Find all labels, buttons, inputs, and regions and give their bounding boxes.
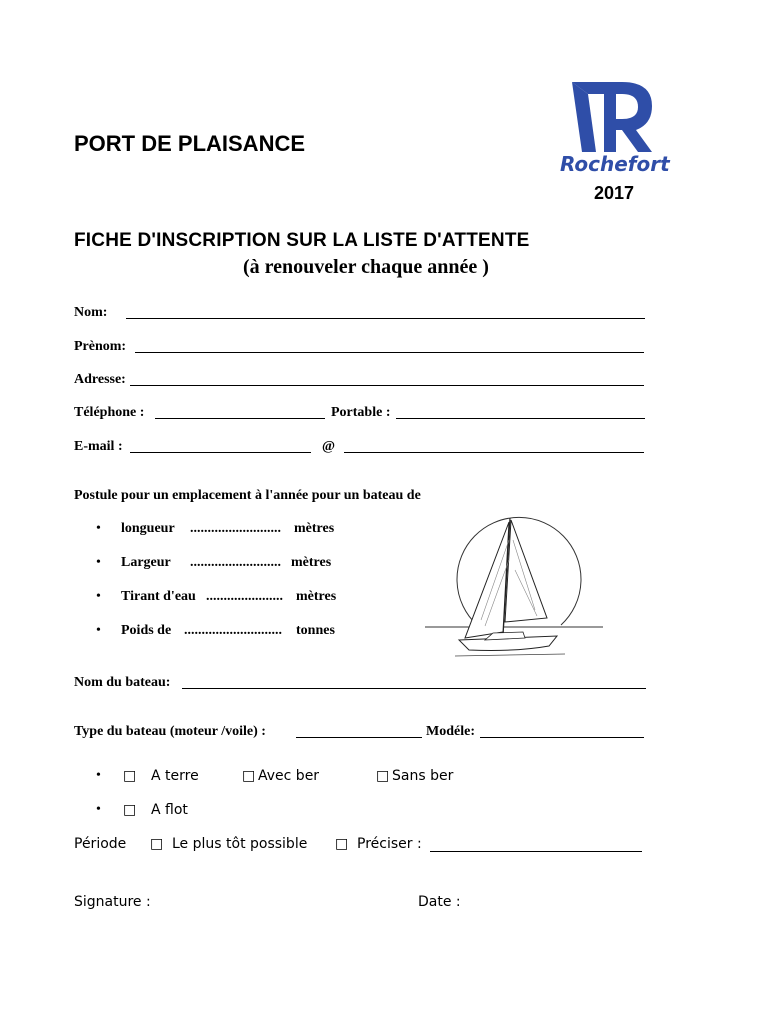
date-label: Date : <box>418 894 461 910</box>
a-terre-checkbox[interactable]: □ <box>123 768 137 784</box>
bullet-icon: • <box>96 555 101 570</box>
nom-label: Nom: <box>74 305 108 320</box>
boat-type-field[interactable] <box>296 737 422 738</box>
telephone-field[interactable] <box>155 418 325 419</box>
a-flot-label: A flot <box>151 802 188 818</box>
sans-ber-checkbox[interactable]: □ <box>376 768 390 784</box>
bullet-icon: • <box>96 623 101 638</box>
form-heading: FICHE D'INSCRIPTION SUR LA LISTE D'ATTENTE <box>74 230 530 251</box>
model-field[interactable] <box>480 737 644 738</box>
poids-label: Poids de <box>121 623 172 638</box>
sans-ber-label: Sans ber <box>392 768 454 784</box>
preciser-label: Préciser : <box>357 836 422 852</box>
logo-text: Rochefort <box>560 152 670 176</box>
longueur-field[interactable]: .......................... <box>190 521 281 536</box>
model-label: Modéle: <box>426 724 475 739</box>
sailboat-icon <box>425 500 605 660</box>
bullet-icon: • <box>96 589 101 604</box>
portable-field[interactable] <box>396 418 645 419</box>
email-domain-field[interactable] <box>344 452 644 453</box>
poids-field[interactable]: ............................ <box>184 623 282 638</box>
preciser-field[interactable] <box>430 851 642 852</box>
email-label: E-mail : <box>74 439 123 454</box>
bullet-icon: • <box>96 521 101 536</box>
sailboat-illustration <box>425 500 605 660</box>
tirant-unit: mètres <box>296 589 337 604</box>
nom-field[interactable] <box>126 318 645 319</box>
largeur-unit: mètres <box>291 555 332 570</box>
at-sign: @ <box>322 439 336 454</box>
periode-label: Période <box>74 836 127 852</box>
avec-ber-checkbox[interactable]: □ <box>242 768 256 784</box>
a-terre-label: A terre <box>151 768 199 784</box>
adresse-label: Adresse: <box>74 372 126 387</box>
portable-label: Portable : <box>331 405 391 420</box>
year: 2017 <box>594 183 635 203</box>
preciser-checkbox[interactable]: □ <box>335 836 349 852</box>
tirant-field[interactable]: ...................... <box>206 589 283 604</box>
bullet-icon: • <box>96 802 101 817</box>
page-title: PORT DE PLAISANCE <box>74 131 306 156</box>
adresse-field[interactable] <box>130 385 644 386</box>
form-subheading: (à renouveler chaque année ) <box>243 256 489 278</box>
boat-name-label: Nom du bateau: <box>74 675 171 690</box>
email-user-field[interactable] <box>130 452 311 453</box>
telephone-label: Téléphone : <box>74 405 145 420</box>
a-flot-checkbox[interactable]: □ <box>123 802 137 818</box>
avec-ber-label: Avec ber <box>258 768 320 784</box>
boat-name-field[interactable] <box>182 688 646 689</box>
intro-text: Postule pour un emplacement à l'année pour un bateau de <box>74 488 421 503</box>
asap-checkbox[interactable]: □ <box>150 836 164 852</box>
longueur-label: longueur <box>121 521 175 536</box>
largeur-field[interactable]: .......................... <box>190 555 281 570</box>
longueur-unit: mètres <box>294 521 335 536</box>
boat-type-label: Type du bateau (moteur /voile) : <box>74 724 266 739</box>
signature-label: Signature : <box>74 894 151 910</box>
asap-label: Le plus tôt possible <box>172 836 308 852</box>
prenom-field[interactable] <box>135 352 644 353</box>
bullet-icon: • <box>96 768 101 783</box>
rochefort-logo <box>560 80 680 185</box>
largeur-label: Largeur <box>121 555 171 570</box>
poids-unit: tonnes <box>296 623 335 638</box>
prenom-label: Prènom: <box>74 339 127 354</box>
tirant-label: Tirant d'eau <box>121 589 196 604</box>
